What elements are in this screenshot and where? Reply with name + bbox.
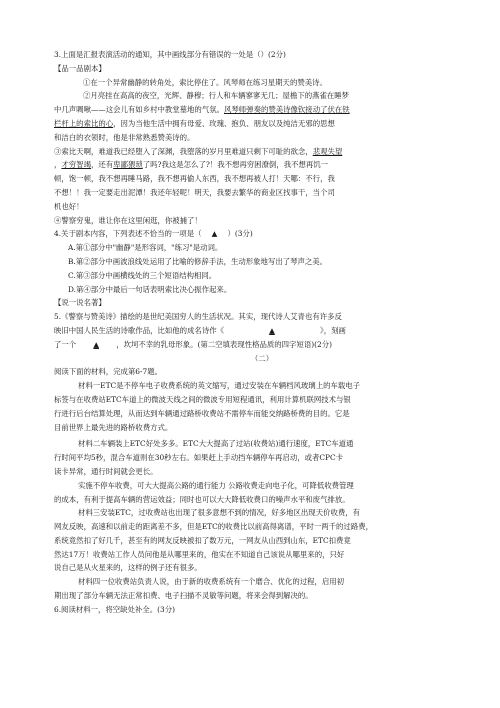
q4-option-a: A.第①部分中"幽静"是形容词，"练习"是动词。 (68, 243, 223, 253)
answer-blank-triangle: ▲ (211, 229, 218, 239)
reading-intro: 阅读下面的材料，完成第6-7题。 (54, 367, 162, 377)
q5-line-3 (54, 338, 470, 352)
material-4-line-1: 材料四一位收费站负责人说，由于新的收费系统有一个磨合、优化的过程，启用初 (78, 577, 345, 587)
script-part-3-line-4: 不想！！我一定要走出泥潭！我还年轻呢！明天，我要去繁华的商业区找事干，当个司 (54, 187, 335, 197)
material-4-line-2: 期出现了部分车辆无法正常扣费、电子扫描不灵敏等问题，将来会得到解决的。 (54, 591, 313, 601)
material-1-line-1: 材料一ETC是不停车电子收费系统的英文缩写，通过安装在车辆档风玻璃上的车载电子 (78, 381, 361, 391)
script-text: ，还有 (90, 160, 114, 170)
q5-text: 了一个 (54, 339, 77, 349)
q5-text: 》，刻画 (320, 325, 346, 335)
script-part-3-line-2 (54, 158, 470, 172)
material-3-line-2: 网友反映，高速和以前走的距离差不多，但是ETC的收费比以前高得离谱，平时一两千的过路费， (54, 522, 373, 532)
q5-text: ，坎坷不幸的乳母形象。(第二空填表现性格品质的四字短语)(2分) (116, 339, 332, 349)
underlined-phrase-2: 才穷智竭 (61, 160, 91, 170)
script-part-3-line-5: 机也好！ (54, 201, 84, 211)
script-part-2-line-1: ②月亮挂在高高的夜空，光辉、静穆；行人和车辆寥寥无几；屋檐下的燕雀在睡梦 (83, 91, 350, 101)
material-2-line-3: 读卡异常，通行时间就会更长。 (54, 466, 158, 476)
material-1-line-2: 标签与在收费站ETC车道上的微波天线之间的微波专用短程通讯，利用计算机联网技术与银 (54, 394, 351, 404)
script-part-4: ④警察穷鬼，谁让你在这里闲逛，你被捕了！ (54, 215, 202, 225)
material-3-line-4: 然达17万！收费站工作人员问他是从哪里来的，他实在不知道自己该说从哪里来的，只好 (54, 549, 345, 559)
q5-line-2 (54, 324, 470, 338)
q4-option-b: B.第②部分中画波浪线处运用了比喻的修辞手法，生动形象地写出了琴声之美。 (68, 256, 328, 266)
underlined-phrase-1: 悲观失望 (312, 146, 343, 156)
material-2-line-4: 实施不停车收费，可大大提高公路的通行能力 公路收费走向电子化，可降低收费管理 (78, 480, 354, 490)
wavy-underlined-text-cont: 栏杆上的索比的心 (54, 118, 114, 128)
underlined-phrase-3: 卑鄙猥琐 (113, 160, 143, 170)
script-part-2-line-2 (54, 103, 470, 117)
wavy-underlined-text: 风琴师弹奏的赞美诗像钦接动了伏在铁 (224, 105, 350, 115)
material-3-line-1: 材料三安装ETC，过收费站也出现了很多意想不到的情况，好多地区出现天价收费，有 (78, 508, 361, 518)
material-2-line-5: 的成本，有利于提高车辆的营运效益；同时也可以大大降低收费口的噪声水平和废气排放。 (54, 494, 350, 504)
material-1-line-4: 目前世界上最先进的路桥收费方式。 (54, 422, 173, 432)
q4-stem (54, 227, 470, 241)
material-3-line-3: 系统竟然扣了好几千，甚至有的网友反映被扣了数万元，一网友从山西到山东，ETC扣费竟 (54, 535, 351, 545)
script-part-1: ①在一个异常幽静的转角处，索比停住了。风琴师在练习星期天的赞美诗。 (83, 77, 327, 87)
q4-stem-text: 4.关于剧本内容，下列表述不恰当的一项是（ (54, 229, 202, 239)
q5-text: 映旧中国人民生活的诗歌作品，比如他的成名诗作《 (54, 325, 224, 335)
script-text: 了吗?我这是怎么了?！我不想再穷困潦倒，我不想再饥一 (142, 160, 329, 170)
script-text: 中几声啁啾——这会儿有如乡村中教堂墓地的气氛。 (54, 105, 224, 115)
script-text: ，因为当他生活中拥有母爱、玫瑰、抱负、朋友以及纯洁无邪的思想 (113, 118, 335, 128)
script-part-3-line-1 (54, 145, 470, 159)
answer-blank-poem-title: ▲ (269, 325, 275, 335)
section-title-classics: 【说一说名著】 (54, 298, 106, 308)
section-title-script: 【品一品剧本】 (54, 63, 106, 73)
material-2-line-1: 材料二车辆装上ETC好处多多。ETC大大提高了过站(收费站)通行速度，ETC车道通 (78, 439, 354, 449)
q5-line-1: 5.《警察与赞美诗》描绘的是世纪美国穷人的生活状况。其实，现代诗人艾青也有许多反 (54, 312, 342, 322)
material-3-line-5: 说自己是从火星来的，这样的例子还有很多。 (54, 563, 202, 573)
q4-option-d: D.第④部分中最后一句话表明索比决心振作起来。 (68, 284, 232, 294)
q4-option-c: C.第③部分中画横线处的三个短语结构相同。 (68, 270, 217, 280)
answer-blank-phrase: ▲ (93, 339, 100, 349)
material-2-line-2: 行时间平均5秒，混合车道则在30秒左右。如果赶上手动挡车辆停车再启动，或者CPC卡 (54, 453, 344, 463)
script-part-2-line-4: 和洁白的衣领时，他是非常熟悉赞美诗的。 (54, 132, 195, 142)
part-heading: （二） (250, 353, 274, 363)
script-part-2-line-3 (54, 117, 470, 131)
q4-stem-points: ）(3分) (227, 229, 253, 239)
q6-stem: 6.阅读材料一，将空缺处补全。(3分) (54, 604, 175, 614)
q3-stem: 3.上面是汇报表演活动的通知，其中画线部分有错误的一处是（）(2分) (54, 50, 286, 59)
script-part-3-line-3: 顿，饱一顿，我不想再睡马路，我不想再偷人东西，我不想再被人打！天哪：不行，我 (54, 174, 335, 184)
material-1-line-3: 行进行后台结算处理，从而达到车辆通过路桥收费站不需停车而能交纳路桥费的目的。它是 (54, 408, 350, 418)
script-text: ③索比天啊，难道我已经堕入了深渊，我堕落的岁月里难道只剩下可耻的欲念， (54, 146, 313, 156)
script-text: ， (54, 160, 62, 170)
